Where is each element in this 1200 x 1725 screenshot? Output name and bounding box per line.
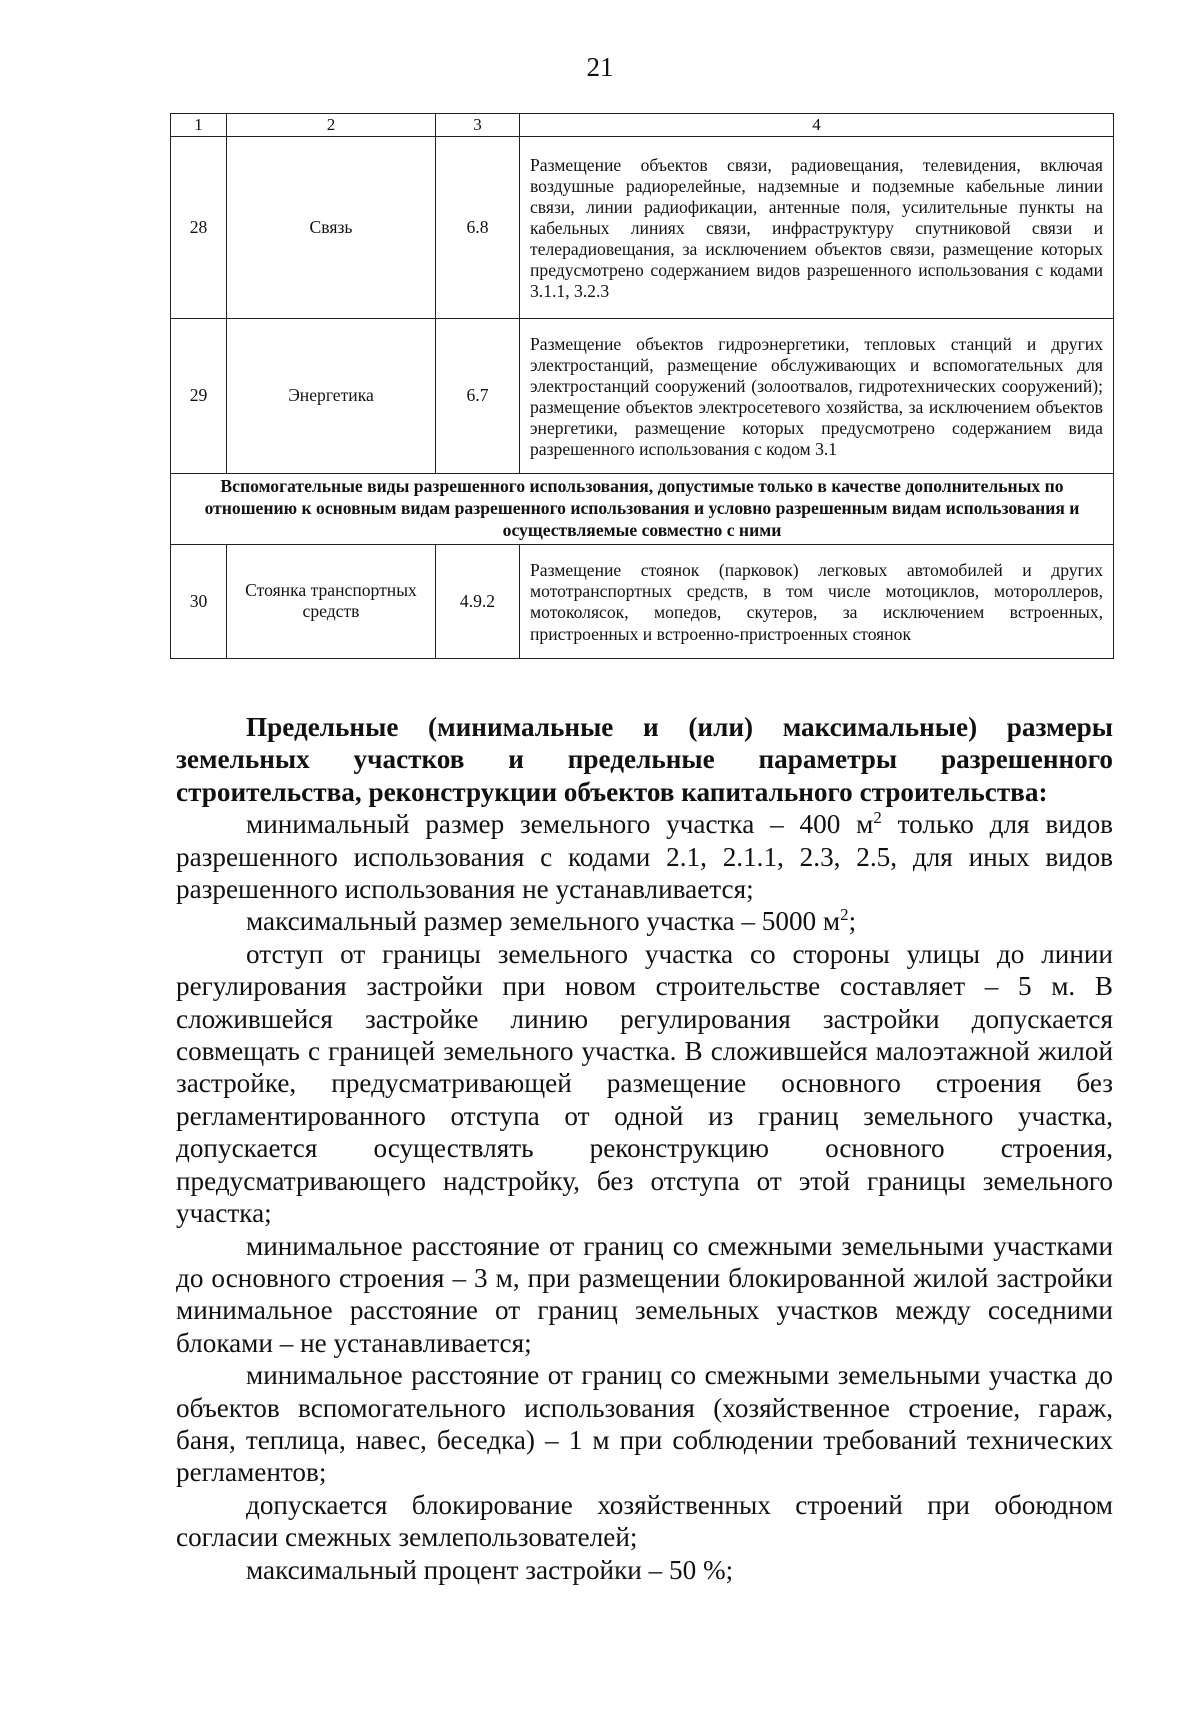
paragraph-auxiliary-building-distance: минимальное расстояние от границ со смежными земельными участка до объектов вспомогательного использования (хозяйственное строение, гараж, баня, теплица, навес, беседка) – 1 м при соблюдении требований технических регламентов;	[176, 1360, 1113, 1488]
text-span: ;	[848, 906, 857, 937]
superscript: 2	[873, 808, 882, 828]
column-header: 2	[227, 114, 436, 137]
table-header-row	[171, 114, 1114, 137]
paragraph-street-setback: отступ от границы земельного участка со стороны улицы до линии регулирования застройки при новом строительстве составляет – 5 м. В сложившейся застройке линию регулирования застройки допускается совмещать с границей земельного участка. В сложившейся малоэтажной жилой застройке, предусматривающей размещение основного строения без регламентированного отступа от одной из границ земельного участка, допускается осуществлять реконструкцию основного строения, предусматривающего надстройку, без отступа от этой границы земельного участка;	[176, 938, 1113, 1229]
table-row	[171, 319, 1114, 474]
use-type-description: Размещение объектов гидроэнергетики, тепловых станций и других электростанций, размещение обслуживающих и вспомогательных для электростанций сооружений (золоотвалов, гидротехнических сооружений); размещение объектов электросетевого хозяйства, за исключением объектов энергетики, размещение которых предусмотрено содержанием вида разрешенного использования с кодом 3.1	[520, 319, 1114, 474]
text-span: максимальный размер земельного участка – 5000 м	[246, 906, 841, 937]
section-heading: Предельные (минимальные и (или) максимальные) размеры земельных участков и предельные параметры разрешенного строительства, реконструкции объектов капитального строительства:	[176, 712, 1113, 807]
page-number: 21	[586, 52, 614, 82]
use-type-description: Размещение стоянок (парковок) легковых автомобилей и других мототранспортных средств, в том числе мотоциклов, мотороллеров, мотоколясок, мопедов, скутеров, за исключением встроенных, пристроенных и встроенно-пристроенных стоянок	[520, 544, 1114, 658]
use-type-description: Размещение объектов связи, радиовещания, телевидения, включая воздушные радиорелейные, надземные и подземные кабельные линии связи, линии радиофикации, антенные поля, усилительные пункты на кабельных линиях связи, инфраструктуру спутниковой связи и телерадиовещания, за исключением объектов связи, размещение которых предусмотрено содержанием видов разрешенного использования с кодами 3.1.1, 3.2.3	[520, 137, 1114, 319]
land-use-table	[170, 113, 1114, 659]
use-type-name: Энергетика	[227, 319, 436, 474]
use-type-code: 4.9.2	[436, 544, 520, 658]
column-header: 1	[171, 114, 227, 137]
row-number: 29	[171, 319, 227, 474]
use-type-code: 6.7	[436, 319, 520, 474]
column-header: 4	[520, 114, 1114, 137]
paragraph-min-plot-size	[176, 808, 1113, 905]
text-span: минимальный размер земельного участка – 400 м	[246, 809, 874, 840]
row-number: 30	[171, 544, 227, 658]
text-span: только для видов разрешенного использования с кодами 2.1, 2.1.1, 2.3, 2.5, для иных видов разрешенного использования не устанавливается;	[176, 809, 1114, 905]
regulations-text	[176, 711, 1113, 1586]
paragraph-main-building-distance: минимальное расстояние от границ со смежными земельными участками до основного строения – 3 м, при размещении блокированной жилой застройки минимальное расстояние от границ земельных участков между соседними блоками – не устанавливается;	[176, 1230, 1113, 1358]
auxiliary-uses-subheader: Вспомогательные виды разрешенного использования, допустимые только в качестве дополнительных по отношению к основным видам разрешенного использования и условно разрешенным видам использования и осуществляемые совместно с ними	[171, 474, 1114, 545]
paragraph-max-coverage: максимальный процент застройки – 50 %;	[246, 1554, 734, 1585]
row-number: 28	[171, 137, 227, 319]
table-subheader-row	[171, 474, 1114, 545]
use-type-name: Связь	[227, 137, 436, 319]
superscript: 2	[840, 905, 849, 925]
table-row	[171, 544, 1114, 658]
use-type-name: Стоянка транспортных средств	[227, 544, 436, 658]
table-row	[171, 137, 1114, 319]
column-header: 3	[436, 114, 520, 137]
use-type-code: 6.8	[436, 137, 520, 319]
paragraph-max-plot-size	[176, 905, 1113, 937]
paragraph-blocking: допускается блокирование хозяйственных строений при обоюдном согласии смежных землепользователей;	[176, 1489, 1113, 1553]
